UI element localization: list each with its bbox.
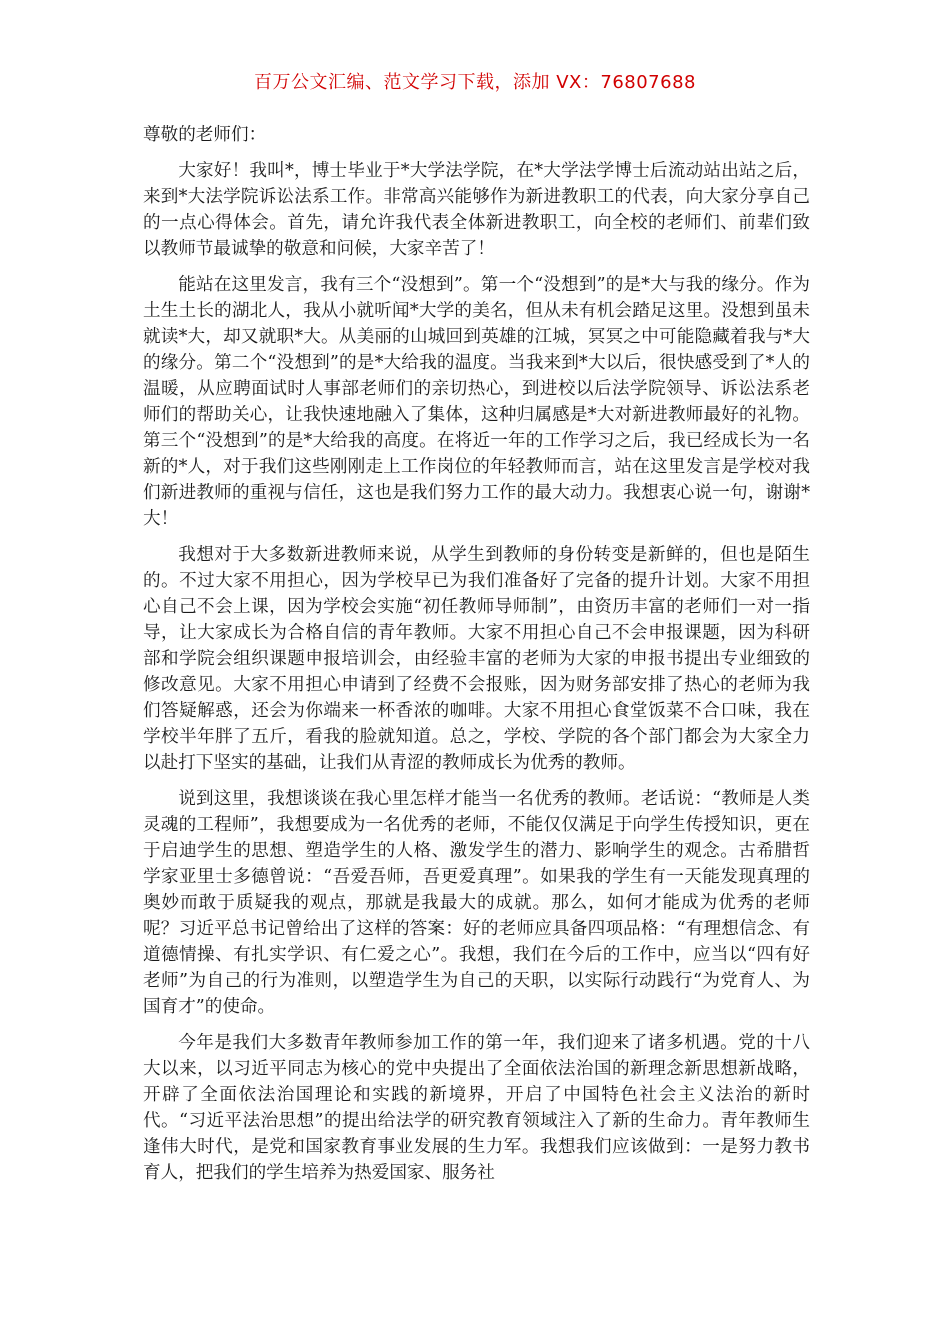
paragraph-new-teacher-support: 我想对于大多数新进教师来说，从学生到教师的身份转变是新鲜的，但也是陌生的。不过大家不用担心，因为学校早已为我们准备好了完备的提升计划。大家不用担心自己不会上课，因为学校会实施“初任教师导师制”，由资历丰富的老师们一对一指导，让大家成长为合格自信的青年教师。大家不用担心自己不会申报课题，因为科研部和学院会组织课题申报培训会，由经验丰富的老师为大家的申报书提出专业细致的修改意见。大家不用担心申请到了经费不会报账，因为财务部安排了热心的老师为我们答疑解惑，还会为你端来一杯香浓的咖啡。大家不用担心食堂饭菜不合口味，我在学校半年胖了五斤，看我的脸就知道。总之，学校、学院的各个部门都会为大家全力以赴打下坚实的基础，让我们从青涩的教师成长为优秀的教师。 xyxy=(143,545,810,773)
speech-body xyxy=(143,122,810,1196)
paragraph-three-surprises: 能站在这里发言，我有三个“没想到”。第一个“没想到”的是*大与我的缘分。作为土生土长的湖北人，我从小就听闻*大学的美名，但从未有机会踏足这里。没想到虽未就读*大，却又就职*大。从美丽的山城回到英雄的江城，冥冥之中可能隐藏着我与*大的缘分。第二个“没想到”的是*大给我的温度。当我来到*大以后，很快感受到了*人的温暖，从应聘面试时人事部老师们的亲切热心，到进校以后法学院领导、诉讼法系老师们的帮助关心，让我快速地融入了集体，这种归属感是*大对新进教师最好的礼物。第三个“没想到”的是*大给我的高度。在将近一年的工作学习之后，我已经成长为一名新的*人，对于我们这些刚刚走上工作岗位的年轻教师而言，站在这里发言是学校对我们新进教师的重视与信任，这也是我们努力工作的最大动力。我想衷心说一句，谢谢*大！ xyxy=(143,275,810,529)
paragraph-greeting: 大家好！我叫*，博士毕业于*大学法学院，在*大学法学博士后流动站出站之后，来到*大法学院诉讼法系工作。非常高兴能够作为新进教职工的代表，向大家分享自己的一点心得体会。首先，请允许我代表全体新进教职工，向全校的老师们、前辈们致以教师节最诚挚的敬意和问候，大家辛苦了！ xyxy=(143,161,810,259)
paragraph-opportunities: 今年是我们大多数青年教师参加工作的第一年，我们迎来了诸多机遇。党的十八大以来，以习近平同志为核心的党中央提出了全面依法治国的新理念新思想新战略，开辟了全面依法治国理论和实践的新境界，开启了中国特色社会主义法治的新时代。“习近平法治思想”的提出给法学的研究教育领域注入了新的生命力。青年教师生逢伟大时代，是党和国家教育事业发展的生力军。我想我们应该做到：一是努力教书育人，把我们的学生培养为热爱国家、服务社 xyxy=(143,1033,810,1183)
paragraph-excellent-teacher: 说到这里，我想谈谈在我心里怎样才能当一名优秀的教师。老话说：“教师是人类灵魂的工程师”，我想要成为一名优秀的老师，不能仅仅满足于向学生传授知识，更在于启迪学生的思想、塑造学生的人格、激发学生的潜力、影响学生的观念。古希腊哲学家亚里士多德曾说：“吾爱吾师，吾更爱真理”。如果我的学生有一天能发现真理的奥妙而敢于质疑我的观点，那就是我最大的成就。那么，如何才能成为优秀的老师呢？习近平总书记曾给出了这样的答案：好的老师应具备四项品格：“有理想信念、有道德情操、有扎实学识、有仁爱之心”。我想，我们在今后的工作中，应当以“四有好老师”为自己的行为准则，以塑造学生为自己的天职，以实际行动践行“为党育人、为国育才”的使命。 xyxy=(143,789,810,1017)
salutation: 尊敬的老师们： xyxy=(143,125,267,145)
download-banner: 百万公文汇编、范文学习下载，添加 VX：76807688 xyxy=(254,72,696,93)
